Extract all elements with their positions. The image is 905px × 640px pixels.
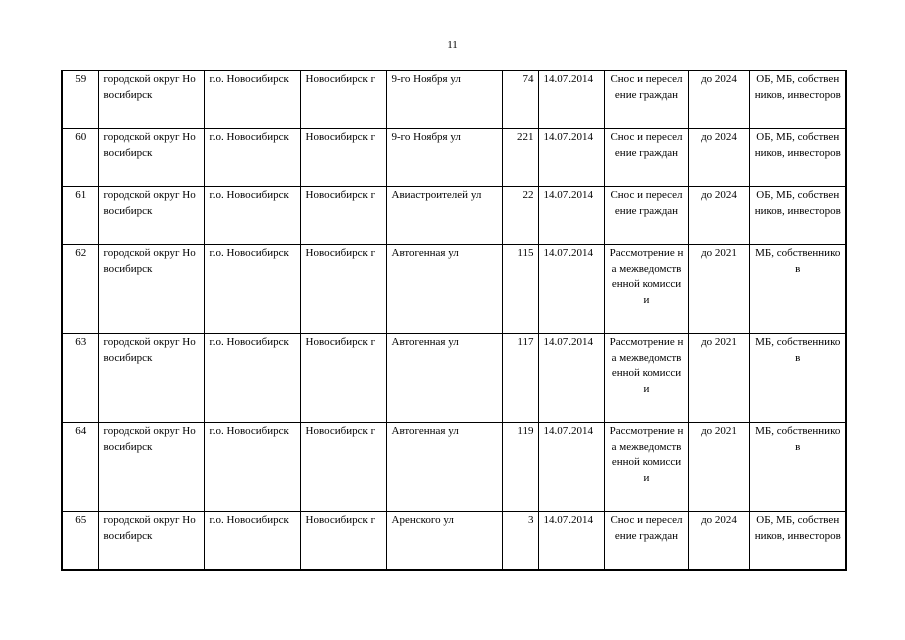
row-number: 60 [62, 129, 98, 187]
date-cell: 14.07.2014 [538, 334, 604, 423]
house-number-cell: 115 [502, 245, 538, 334]
settlement-cell: г.о. Новосибирск [204, 245, 300, 334]
table-row [62, 245, 846, 334]
city-cell: Новосибирск г [300, 512, 386, 571]
deadline-cell: до 2024 [688, 187, 749, 245]
table-row [62, 71, 846, 129]
house-number-cell: 3 [502, 512, 538, 571]
street-cell: Автогенная ул [386, 245, 502, 334]
municipality-cell: городской округ Новосибирск [98, 187, 204, 245]
house-number-cell: 22 [502, 187, 538, 245]
municipality-cell: городской округ Новосибирск [98, 334, 204, 423]
row-number: 65 [62, 512, 98, 571]
house-number-cell: 119 [502, 423, 538, 512]
city-cell: Новосибирск г [300, 187, 386, 245]
city-cell: Новосибирск г [300, 245, 386, 334]
action-cell: Снос и переселение граждан [604, 187, 688, 245]
date-cell: 14.07.2014 [538, 512, 604, 571]
deadline-cell: до 2024 [688, 129, 749, 187]
page-number: 11 [447, 39, 458, 51]
municipality-cell: городской округ Новосибирск [98, 512, 204, 571]
action-cell: Снос и переселение граждан [604, 512, 688, 571]
funding-cell: МБ, собственников [749, 423, 846, 512]
row-number: 62 [62, 245, 98, 334]
funding-cell: МБ, собственников [749, 245, 846, 334]
date-cell: 14.07.2014 [538, 245, 604, 334]
funding-cell: ОБ, МБ, собственников, инвесторов [749, 187, 846, 245]
row-number: 61 [62, 187, 98, 245]
street-cell: Автогенная ул [386, 334, 502, 423]
date-cell: 14.07.2014 [538, 423, 604, 512]
table-row [62, 423, 846, 512]
table-row [62, 129, 846, 187]
funding-cell: ОБ, МБ, собственников, инвесторов [749, 71, 846, 129]
table-row [62, 187, 846, 245]
house-number-cell: 117 [502, 334, 538, 423]
settlement-cell: г.о. Новосибирск [204, 423, 300, 512]
action-cell: Снос и переселение граждан [604, 71, 688, 129]
row-number: 64 [62, 423, 98, 512]
deadline-cell: до 2024 [688, 71, 749, 129]
street-cell: Автогенная ул [386, 423, 502, 512]
funding-cell: ОБ, МБ, собственников, инвесторов [749, 512, 846, 571]
settlement-cell: г.о. Новосибирск [204, 71, 300, 129]
settlement-cell: г.о. Новосибирск [204, 334, 300, 423]
date-cell: 14.07.2014 [538, 129, 604, 187]
date-cell: 14.07.2014 [538, 71, 604, 129]
city-cell: Новосибирск г [300, 334, 386, 423]
action-cell: Рассмотрение на межведомственной комиссии [604, 334, 688, 423]
settlement-cell: г.о. Новосибирск [204, 129, 300, 187]
deadline-cell: до 2021 [688, 423, 749, 512]
city-cell: Новосибирск г [300, 71, 386, 129]
street-cell: Авиастроителей ул [386, 187, 502, 245]
deadline-cell: до 2021 [688, 245, 749, 334]
date-cell: 14.07.2014 [538, 187, 604, 245]
housing-registry-table [61, 70, 847, 571]
funding-cell: ОБ, МБ, собственников, инвесторов [749, 129, 846, 187]
table-row [62, 334, 846, 423]
deadline-cell: до 2021 [688, 334, 749, 423]
municipality-cell: городской округ Новосибирск [98, 129, 204, 187]
street-cell: 9-го Ноября ул [386, 71, 502, 129]
table-row [62, 512, 846, 571]
house-number-cell: 221 [502, 129, 538, 187]
street-cell: 9-го Ноября ул [386, 129, 502, 187]
row-number: 63 [62, 334, 98, 423]
municipality-cell: городской округ Новосибирск [98, 245, 204, 334]
street-cell: Аренского ул [386, 512, 502, 571]
settlement-cell: г.о. Новосибирск [204, 187, 300, 245]
municipality-cell: городской округ Новосибирск [98, 423, 204, 512]
action-cell: Рассмотрение на межведомственной комиссии [604, 245, 688, 334]
municipality-cell: городской округ Новосибирск [98, 71, 204, 129]
action-cell: Рассмотрение на межведомственной комиссии [604, 423, 688, 512]
row-number: 59 [62, 71, 98, 129]
action-cell: Снос и переселение граждан [604, 129, 688, 187]
city-cell: Новосибирск г [300, 129, 386, 187]
settlement-cell: г.о. Новосибирск [204, 512, 300, 571]
funding-cell: МБ, собственников [749, 334, 846, 423]
city-cell: Новосибирск г [300, 423, 386, 512]
house-number-cell: 74 [502, 71, 538, 129]
deadline-cell: до 2024 [688, 512, 749, 571]
